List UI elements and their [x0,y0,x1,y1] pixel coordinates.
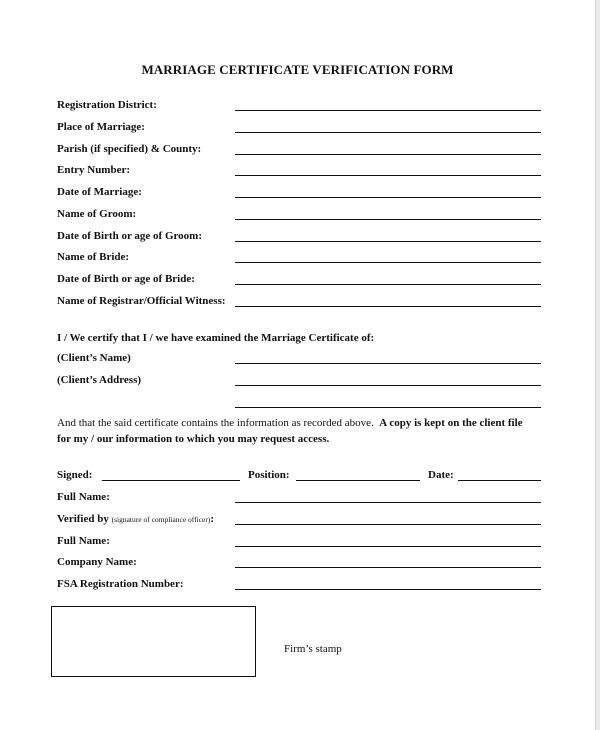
client-address-line-2[interactable] [235,407,541,408]
signed-label: Signed: [57,469,93,481]
registration-district-line[interactable] [235,110,541,111]
full-name-line[interactable] [235,502,541,503]
place-of-marriage-line[interactable] [235,132,541,133]
groom-dob-line[interactable] [235,241,541,242]
full-name-2-line[interactable] [235,546,541,547]
client-address-label: (Client’s Address) [57,374,142,386]
name-of-bride-line[interactable] [235,262,541,263]
verified-by-line[interactable] [235,524,541,525]
name-of-groom-label: Name of Groom: [57,208,137,220]
fsa-number-label: FSA Registration Number: [57,578,184,590]
date-of-marriage-label: Date of Marriage: [57,186,142,198]
verified-by-note: (signature of compliance officer) [111,515,211,524]
fsa-number-line[interactable] [235,589,541,590]
entry-number-label: Entry Number: [57,164,131,176]
place-of-marriage-label: Place of Marriage: [57,121,145,133]
name-of-groom-line[interactable] [235,219,541,220]
groom-dob-label: Date of Birth or age of Groom: [57,230,203,242]
bride-dob-line[interactable] [235,284,541,285]
info-paragraph-line1 [57,417,523,429]
registrar-witness-line[interactable] [235,306,541,307]
date-of-marriage-line[interactable] [235,197,541,198]
registrar-witness-label: Name of Registrar/Official Witness: [57,295,226,307]
registration-district-label: Registration District: [57,99,157,111]
client-address-line-1[interactable] [235,385,541,386]
company-name-line[interactable] [235,567,541,568]
position-label: Position: [248,469,290,481]
certify-statement: I / We certify that I / we have examined the Marriage Certificate of: [57,332,375,344]
entry-number-line[interactable] [235,175,541,176]
client-name-label: (Client’s Name) [57,352,131,364]
full-name-2-label: Full Name: [57,535,110,547]
firm-stamp-box[interactable] [51,606,256,677]
full-name-label: Full Name: [57,491,110,503]
bride-dob-label: Date of Birth or age of Bride: [57,273,195,285]
date-label: Date: [428,469,454,481]
parish-county-label: Parish (if specified) & County: [57,143,202,155]
parish-county-line[interactable] [235,154,541,155]
info-bold-text: A copy is kept on the client file [379,417,523,429]
date-line[interactable] [458,480,541,481]
verified-by-colon: : [210,513,215,525]
form-title: MARRIAGE CERTIFICATE VERIFICATION FORM [141,62,454,77]
verified-by-text: Verified by [57,513,109,525]
info-paragraph-line2: for my / our information to which you may request access. [57,433,330,445]
verified-by-label [57,513,214,525]
company-name-label: Company Name: [57,556,137,568]
signed-line[interactable] [102,480,240,481]
position-line[interactable] [296,480,420,481]
info-plain-text: And that the said certificate contains the information as recorded above. [57,417,374,429]
client-name-line[interactable] [235,363,541,364]
name-of-bride-label: Name of Bride: [57,251,130,263]
firm-stamp-label: Firm’s stamp [284,643,342,655]
